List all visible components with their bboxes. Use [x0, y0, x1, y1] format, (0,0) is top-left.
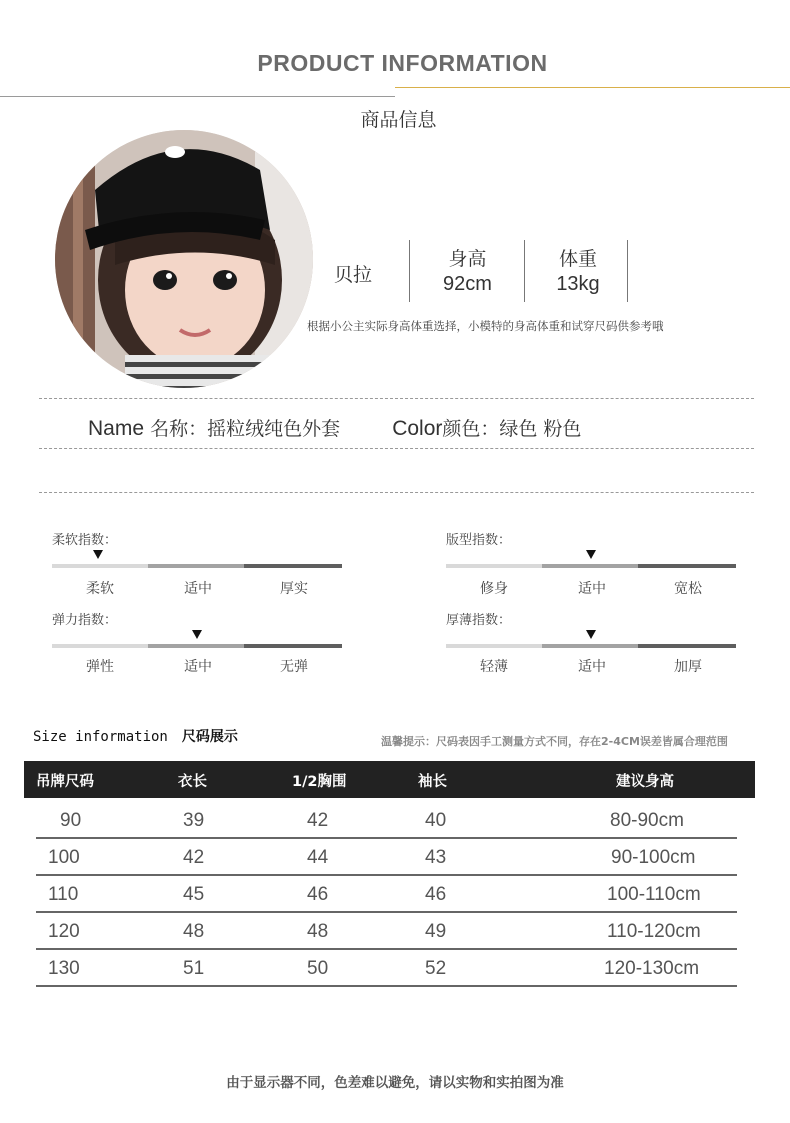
weight-label: 体重	[558, 248, 597, 270]
size-tip: 温馨提示：尺码表因手工测量方式不同，存在2-4CM误差皆属合理范围	[381, 735, 728, 748]
height-label: 身高	[448, 248, 487, 270]
index-option: 修身	[480, 581, 508, 597]
model-note: 根据小公主实际身高体重选择，小模特的身高体重和试穿尺码供参考哦	[307, 319, 664, 333]
index-bar-mid	[148, 644, 244, 648]
softness-index	[52, 529, 342, 599]
name-text: 名称：摇粒绒纯色外套	[150, 418, 341, 440]
cell-sleeve: 52	[425, 958, 447, 979]
cell-height: 80-90cm	[610, 810, 684, 831]
index-bar-mid	[542, 564, 638, 568]
dashed-divider	[39, 448, 754, 449]
thickness-index	[446, 609, 736, 679]
cell-chest: 42	[307, 810, 329, 831]
cell-tag-size: 130	[48, 958, 80, 979]
index-label: 版型指数：	[446, 533, 512, 548]
cell-tag-size: 110	[48, 884, 79, 905]
index-label: 柔软指数：	[52, 533, 118, 548]
cell-sleeve: 49	[425, 921, 447, 942]
index-option: 厚实	[280, 581, 308, 597]
cell-height: 100-110cm	[607, 884, 701, 905]
stats-divider	[524, 240, 525, 302]
model-height	[430, 247, 505, 297]
index-option: 无弹	[280, 659, 308, 675]
footer-note: 由于显示器不同，色差难以避免，请以实物和实拍图为准	[226, 1075, 564, 1091]
cell-chest: 50	[307, 958, 329, 979]
cell-length: 48	[183, 921, 205, 942]
cell-length: 42	[183, 847, 205, 868]
cell-chest: 44	[307, 847, 329, 868]
cell-length: 45	[183, 884, 205, 905]
cell-sleeve: 43	[425, 847, 447, 868]
model-photo	[55, 130, 313, 388]
index-option: 柔软	[86, 581, 114, 597]
table-row	[36, 951, 737, 987]
page-subtitle: 商品信息	[360, 109, 437, 131]
table-row	[36, 803, 737, 839]
name-prefix: Name	[88, 417, 145, 440]
index-label: 弹力指数：	[52, 613, 118, 628]
index-bar-high	[638, 564, 736, 568]
size-title-zh: 尺码展示	[181, 729, 238, 745]
stats-divider	[409, 240, 410, 302]
header-cell: 建议身高	[616, 774, 674, 790]
size-title-en: Size information	[33, 729, 168, 745]
cell-height: 90-100cm	[611, 847, 696, 868]
table-row	[36, 914, 737, 950]
dashed-divider	[39, 398, 754, 399]
model-name: 贝拉	[334, 264, 373, 286]
weight-value: 13kg	[556, 273, 600, 295]
cell-tag-size: 100	[48, 847, 80, 868]
cell-chest: 48	[307, 921, 329, 942]
page-title: PRODUCT INFORMATION	[257, 50, 548, 76]
index-option: 适中	[578, 581, 606, 597]
index-bar-mid	[148, 564, 244, 568]
index-option: 轻薄	[480, 659, 508, 675]
index-bar-low	[52, 564, 148, 568]
index-bar-high	[638, 644, 736, 648]
header-cell: 衣长	[178, 774, 207, 790]
model-weight	[543, 247, 613, 297]
cell-tag-size: 90	[60, 810, 82, 831]
index-option: 加厚	[674, 659, 702, 675]
header-divider-left	[0, 96, 395, 97]
index-marker	[586, 630, 596, 639]
cell-length: 51	[183, 958, 205, 979]
cell-length: 39	[183, 810, 205, 831]
header-divider-right	[395, 87, 790, 88]
index-marker	[586, 550, 596, 559]
product-name-color	[88, 414, 581, 441]
table-row	[36, 877, 737, 913]
cell-height: 110-120cm	[607, 921, 701, 942]
index-bar-low	[52, 644, 148, 648]
index-marker	[93, 550, 103, 559]
cell-sleeve: 46	[425, 884, 447, 905]
cell-tag-size: 120	[48, 921, 80, 942]
table-row	[36, 840, 737, 876]
elasticity-index	[52, 609, 342, 679]
header-cell: 1/2胸围	[292, 774, 347, 790]
index-bar-mid	[542, 644, 638, 648]
cell-chest: 46	[307, 884, 329, 905]
color-prefix: Color	[392, 417, 443, 440]
index-option: 适中	[184, 581, 212, 597]
fit-index	[446, 529, 736, 599]
model-photo-illustration	[55, 130, 313, 388]
index-bar-low	[446, 564, 542, 568]
index-bar-high	[244, 644, 342, 648]
height-value: 92cm	[443, 273, 492, 295]
size-section-title	[33, 726, 238, 746]
header-cell: 袖长	[418, 774, 447, 790]
index-option: 适中	[578, 659, 606, 675]
dashed-divider	[39, 492, 754, 493]
index-option: 宽松	[674, 581, 702, 597]
color-text: 颜色：绿色 粉色	[442, 418, 582, 440]
cell-sleeve: 40	[425, 810, 447, 831]
cell-height: 120-130cm	[604, 958, 700, 979]
size-table-header	[24, 761, 755, 798]
stats-divider	[627, 240, 628, 302]
index-marker	[192, 630, 202, 639]
index-bar-high	[244, 564, 342, 568]
index-label: 厚薄指数：	[446, 613, 512, 628]
header-cell: 吊牌尺码	[36, 774, 94, 790]
index-option: 弹性	[86, 659, 114, 675]
index-bar-low	[446, 644, 542, 648]
index-option: 适中	[184, 659, 212, 675]
